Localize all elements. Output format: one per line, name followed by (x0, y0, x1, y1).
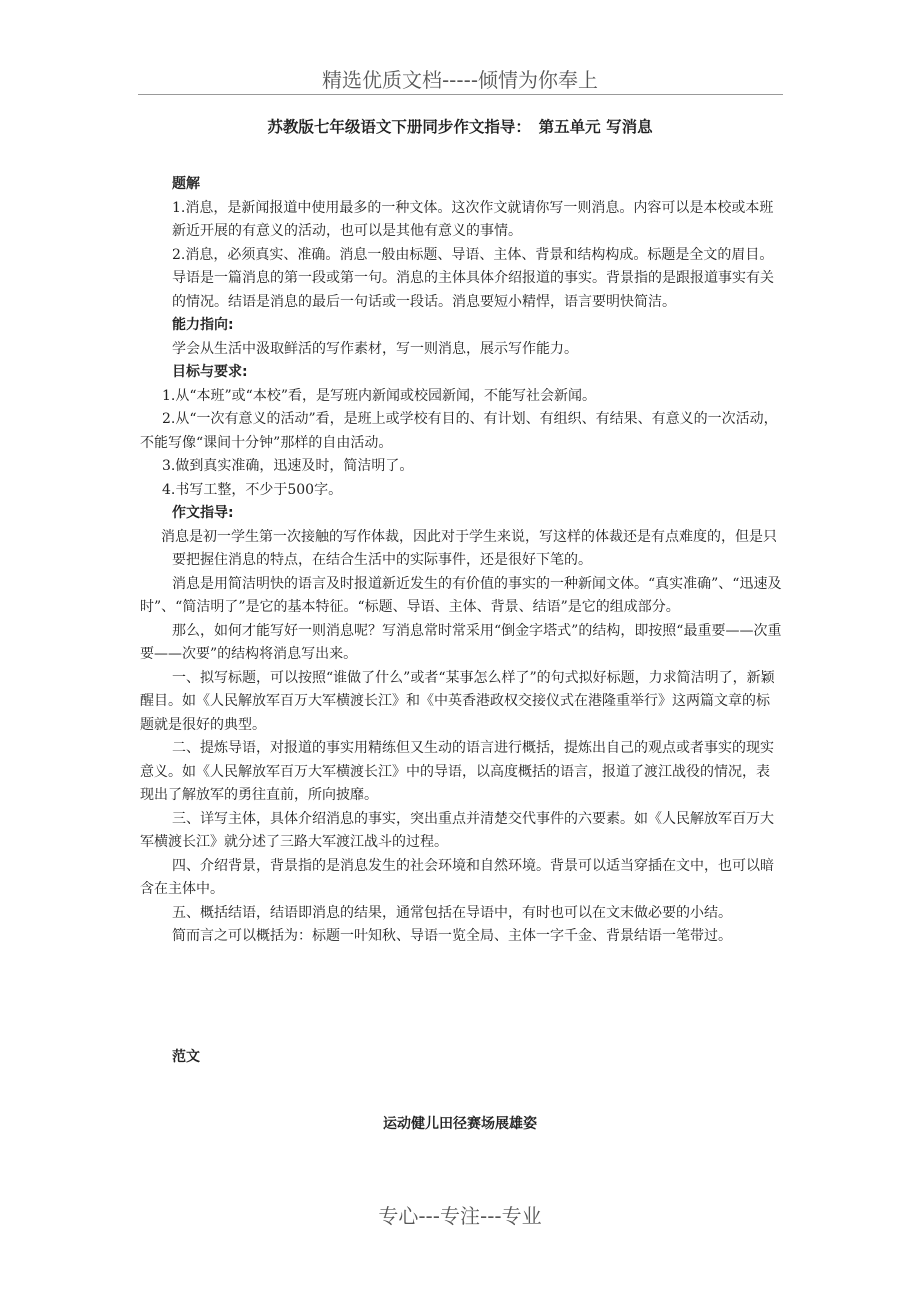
list-item: 3.做到真实准确，迅速及时，简洁明了。 (162, 458, 414, 474)
sample-title: 运动健儿田径赛场展雄姿 (383, 1116, 537, 1132)
paragraph: 五、概括结语，结语即消息的结果，通常包括在导语中，有时也可以在文末做必要的小结。 (172, 904, 732, 921)
section-heading-tijie: 题解 (172, 176, 200, 192)
paragraph: 三、详写主体，具体介绍消息的事实，突出重点并清楚交代事件的六要素。如《人民解放军百万大军横渡长江》就分述了三路大军渡江战斗的过程。 (140, 810, 774, 850)
list-item: 2.从“一次有意义的活动”看，是班上或学校有目的、有计划、有组织、有结果、有意义的一次活动，不能写像“课间十分钟”那样的自由活动。 (140, 411, 778, 451)
paragraph: 学会从生活中汲取鲜活的写作素材，写一则消息，展示写作能力。 (172, 340, 578, 357)
list-item: 1.从“本班”或“本校”看，是写班内新闻或校园新闻，不能写社会新闻。 (162, 387, 596, 404)
document-body (140, 173, 782, 949)
paragraph: 消息是用简洁明快的语言及时报道新近发生的有价值的事实的一种新闻文体。“真实准确”、“迅速及时”、“简洁明了”是它的基本特征。“标题、导语、主体、背景、结语”是它的组成部分。 (140, 575, 782, 615)
section-heading-zuowen: 作文指导: (172, 505, 234, 521)
paragraph: 一、拟写标题，可以按照“谁做了什么”或者“某事怎么样了”的句式拟好标题，力求简洁明了，新颖醒目。如《人民解放军百万大军横渡长江》和《中英香港政权交接仪式在港隆重举行》这两篇文章的标题就是很好的典型。 (140, 669, 775, 733)
paragraph: 2.消息，必须真实、准确。消息一般由标题、导语、主体、背景和结构构成。标题是全文的眉目。导语是一篇消息的第一段或第一句。消息的主体具体介绍报道的事实。背景指的是跟报道事实有关的情况。结语是消息的最后一句话或一段话。消息要短小精悍，语言要明快简洁。 (172, 246, 774, 310)
paragraph: 简而言之可以概括为：标题一叶知秋、导语一览全局、主体一字千金、背景结语一笔带过。 (172, 928, 732, 944)
header-rule (138, 94, 783, 95)
section-heading-fanwen: 范文 (172, 1049, 200, 1065)
paragraph: 四、介绍背景，背景指的是消息发生的社会环境和自然环境。背景可以适当穿插在文中，也可以暗含在主体中。 (140, 857, 774, 897)
section-heading-mubiao: 目标与要求: (172, 364, 248, 380)
list-item: 4.书写工整，不少于500字。 (162, 481, 343, 498)
document-title: 苏教版七年级语文下册同步作文指导： 第五单元 写消息 (267, 118, 653, 136)
paragraph: 1.消息，是新闻报道中使用最多的一种文体。这次作文就请你写一则消息。内容可以是本校或本班新近开展的有意义的活动，也可以是其他有意义的事情。 (172, 199, 774, 239)
page-footer: 专心---专注---专业 (378, 1204, 542, 1228)
paragraph: 那么，如何才能写好一则消息呢？写消息常时常采用“倒金字塔式”的结构，即按照“最重要——次重要——次要”的结构将消息写出来。 (140, 622, 782, 662)
paragraph: 消息是初一学生第一次接触的写作体裁，因此对于学生来说，写这样的体裁还是有点难度的，但是只要把握住消息的特点，在结合生活中的实际事件，还是很好下笔的。 (161, 528, 777, 568)
page-header: 精选优质文档-----倾情为你奉上 (321, 68, 599, 92)
paragraph: 二、提炼导语，对报道的事实用精练但又生动的语言进行概括，提炼出自己的观点或者事实的现实意义。如《人民解放军百万大军横渡长江》中的导语，以高度概括的语言，报道了渡江战役的情况，表现出了解放军的勇往直前，所向披靡。 (140, 740, 774, 803)
section-heading-nengli: 能力指向: (172, 317, 234, 333)
